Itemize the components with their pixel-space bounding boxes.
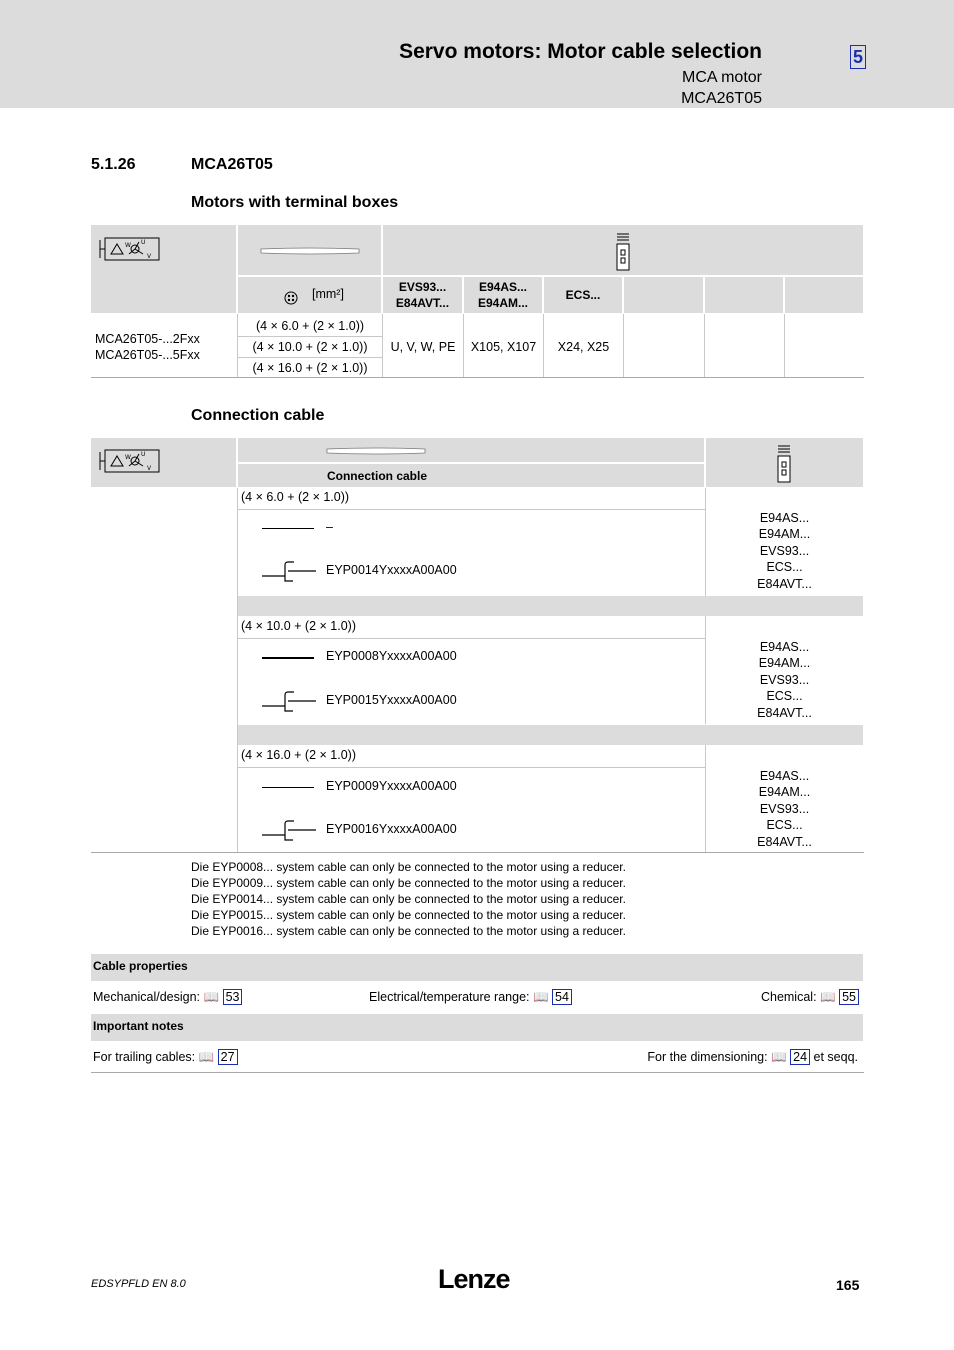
header-subtitle-1: MCA motor — [681, 69, 762, 86]
group2-cable2: EYP0015YxxxxA00A00 — [326, 693, 457, 707]
properties-header — [91, 954, 863, 981]
unit-header-cell — [238, 277, 381, 313]
group3-controllers — [706, 768, 863, 850]
book-icon: 📖 — [203, 990, 220, 1004]
conn-controller-header — [706, 438, 863, 487]
lenze-logo: Lenze — [438, 1264, 510, 1294]
group3-section: (4 × 16.0 + (2 × 1.0)) — [241, 748, 356, 762]
important-header — [91, 1014, 863, 1041]
conductor-icon — [284, 291, 298, 305]
cross-section-2: (4 × 10.0 + (2 × 1.0)) — [252, 339, 368, 354]
controller-label: ECS... — [766, 818, 803, 833]
controller-label: ECS... — [766, 560, 803, 575]
trailing-label: For trailing cables: — [93, 1050, 196, 1064]
svg-text:W: W — [125, 454, 131, 461]
motor-model-1: MCA26T05-...2Fxx — [95, 332, 200, 346]
important-title: Important notes — [93, 1019, 184, 1033]
book-icon: 📖 — [771, 1050, 787, 1064]
chem-label: Chemical: — [760, 990, 817, 1004]
group1-cable1: – — [326, 520, 333, 534]
mech-ref — [93, 990, 242, 1005]
elec-page-link[interactable]: 54 — [552, 989, 572, 1005]
col-e94as-label: E94AS... — [478, 280, 528, 294]
chem-ref — [761, 990, 859, 1005]
cable-header-cell — [238, 225, 381, 275]
terminal-ecs: X24, X25 — [557, 339, 610, 354]
elec-label: Electrical/temperature range: — [369, 990, 530, 1004]
controller-label: E84AVT... — [757, 834, 812, 849]
controller-label: EVS93... — [759, 672, 810, 687]
mech-page-link[interactable]: 53 — [223, 989, 243, 1005]
chapter-badge: 5 — [850, 45, 866, 69]
col-empty-1 — [624, 277, 703, 313]
conn-col-label: Connection cable — [238, 464, 516, 487]
connection-heading: Connection cable — [191, 407, 325, 424]
controller-label: E94AS... — [759, 769, 810, 783]
col-ecs — [544, 277, 622, 313]
group1-controllers — [706, 510, 863, 592]
svg-text:V: V — [147, 253, 152, 260]
controller-label: E94AM... — [758, 527, 811, 542]
controller-label: E94AS... — [759, 511, 810, 525]
controller-label: E94AM... — [758, 656, 811, 671]
section-number: 5.1.26 — [91, 156, 136, 173]
reducer-cable-icon — [261, 691, 317, 713]
book-icon: 📖 — [532, 990, 549, 1004]
controller-icon — [615, 232, 631, 272]
controller-label: E94AS... — [759, 640, 810, 654]
cable-icon — [325, 447, 427, 455]
col-e84avt-label: E84AVT... — [395, 296, 450, 310]
col-empty-3 — [785, 277, 863, 313]
group1-section: (4 × 6.0 + (2 × 1.0)) — [241, 490, 350, 504]
reducer-cable-icon — [261, 561, 317, 583]
reducer-cable-icon — [261, 820, 317, 842]
dimensioning-label: For the dimensioning: — [647, 1050, 768, 1064]
trailing-ref — [93, 1050, 238, 1065]
section-title: MCA26T05 — [191, 156, 273, 173]
motor-icon — [99, 236, 161, 264]
conn-cable-icon-cell — [238, 438, 704, 462]
note-line: Die EYP0008... system cable can only be connected to the motor using a reducer. — [191, 860, 626, 874]
footer-doc-id: EDSYPFLD EN 8.0 — [91, 1278, 186, 1290]
chem-page-link[interactable]: 55 — [839, 989, 859, 1005]
motor-header-cell — [91, 225, 236, 313]
straight-cable-icon — [262, 787, 314, 788]
controller-label: ECS... — [766, 689, 803, 704]
col-e94am-label: E94AM... — [477, 296, 528, 310]
terminal-evs93: U, V, W, PE — [390, 339, 456, 354]
note-line: Die EYP0009... system cable can only be connected to the motor using a reducer. — [191, 876, 626, 890]
group-separator-2 — [238, 725, 863, 745]
etseqq-label: et seqq. — [813, 1050, 858, 1064]
terminal-e94as: X105, X107 — [470, 339, 537, 354]
col-empty-2 — [705, 277, 783, 313]
trailing-page-link[interactable]: 27 — [218, 1049, 238, 1065]
cross-section-1: (4 × 6.0 + (2 × 1.0)) — [255, 318, 365, 333]
col-ecs-label: ECS... — [565, 288, 601, 302]
col-evs93 — [383, 277, 462, 313]
page-title: Servo motors: Motor cable selection — [399, 40, 762, 63]
conn-col-blank — [516, 464, 704, 487]
svg-text:V: V — [147, 465, 152, 472]
group3-cable2: EYP0016YxxxxA00A00 — [326, 822, 457, 836]
cable-icon — [259, 247, 361, 255]
mech-label: Mechanical/design: — [93, 990, 201, 1004]
controller-label: EVS93... — [759, 801, 810, 816]
motor-model-2: MCA26T05-...5Fxx — [95, 348, 200, 362]
col-evs93-label: EVS93... — [398, 280, 447, 294]
group-separator-1 — [238, 596, 863, 616]
group2-section: (4 × 10.0 + (2 × 1.0)) — [241, 619, 356, 633]
controller-label: E84AVT... — [757, 705, 812, 720]
straight-cable-icon — [262, 528, 314, 529]
terminal-heading: Motors with terminal boxes — [191, 194, 399, 211]
conn-motor-header — [91, 438, 236, 487]
controller-label: E94AM... — [758, 785, 811, 800]
unit-label: [mm²] — [312, 287, 344, 301]
elec-ref — [369, 990, 572, 1005]
note-line: Die EYP0014... system cable can only be connected to the motor using a reducer. — [191, 892, 626, 906]
controller-icon — [776, 444, 792, 484]
dimensioning-ref — [647, 1050, 858, 1065]
svg-text:U: U — [141, 239, 146, 246]
dim-page-link[interactable]: 24 — [790, 1049, 810, 1065]
controller-label: EVS93... — [759, 543, 810, 558]
note-line: Die EYP0016... system cable can only be connected to the motor using a reducer. — [191, 924, 626, 938]
motor-icon — [99, 448, 161, 476]
controller-header-cell — [383, 225, 863, 275]
book-icon: 📖 — [820, 990, 836, 1004]
page-number: 165 — [836, 1277, 860, 1293]
group2-controllers — [706, 639, 863, 721]
controller-label: E84AVT... — [757, 576, 812, 591]
group3-cable1: EYP0009YxxxxA00A00 — [326, 779, 457, 793]
header-subtitle-2: MCA26T05 — [681, 90, 762, 107]
group2-cable1: EYP0008YxxxxA00A00 — [326, 649, 457, 663]
group1-cable2: EYP0014YxxxxA00A00 — [326, 563, 457, 577]
col-e94as — [464, 277, 542, 313]
svg-text:U: U — [141, 451, 146, 458]
note-line: Die EYP0015... system cable can only be connected to the motor using a reducer. — [191, 908, 626, 922]
cross-section-3: (4 × 16.0 + (2 × 1.0)) — [252, 360, 368, 375]
properties-title: Cable properties — [93, 959, 188, 973]
straight-cable-icon — [262, 657, 314, 659]
book-icon: 📖 — [198, 1050, 215, 1064]
svg-text:W: W — [125, 242, 131, 249]
